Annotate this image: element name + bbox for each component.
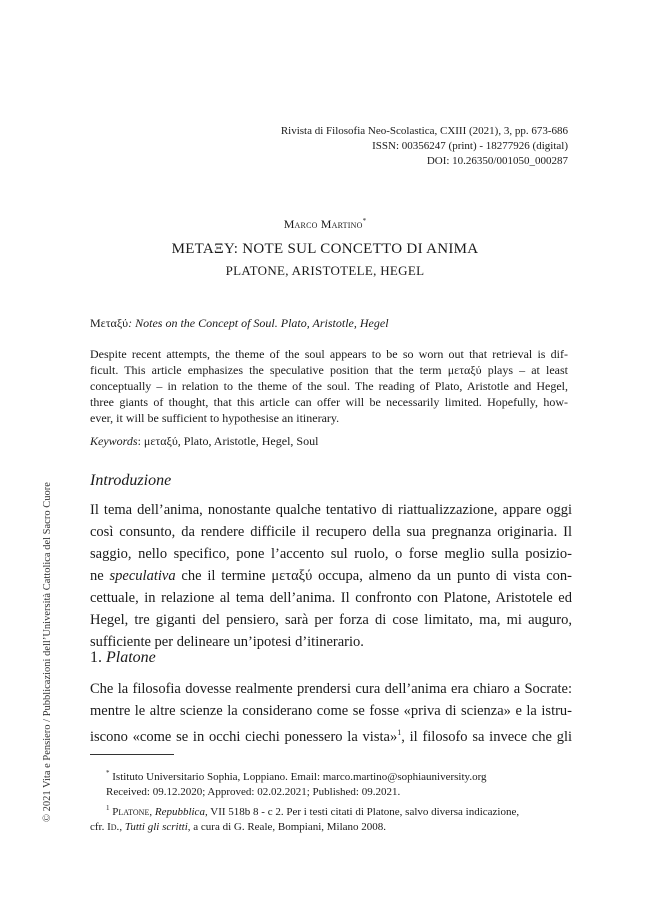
ibid-abbreviation: Id. — [107, 821, 120, 833]
footnote-text: , VII 518b 8 - c 2. Per i testi citati di Platone, salvo diversa indicazione, — [204, 806, 520, 818]
footnote-text: , a cura di G. Reale, Bompiani, Milano 2008. — [187, 821, 387, 833]
body-line: così consunto, da rendere difficile il recupero della sua pregnanza originaria. Il — [90, 524, 572, 540]
journal-issn: ISSN: 00356247 (print) - 18277926 (digital) — [372, 140, 568, 152]
body-line: Il tema dell’anima, nonostante qualche tentativo di riattualizzazione, appare oggi — [90, 502, 572, 518]
journal-citation: Rivista di Filosofia Neo-Scolastica, CXIII (2021), 3, pp. 673-686 — [280, 125, 568, 137]
footnote-author — [90, 766, 572, 800]
footnote-marker: * — [106, 769, 110, 777]
article-title: ΜΕΤΑΞΥ: NOTE SUL CONCETTO DI ANIMA — [171, 241, 479, 257]
keywords-label: Keywords — [90, 434, 138, 448]
footnote-reference: 1 — [397, 728, 402, 737]
footnote-1 — [90, 801, 572, 835]
body-line: saggio, nello specifico, pone l’accento sul ruolo, o forse meglio sulla posizio- — [90, 546, 572, 562]
body-line: Che la filosofia dovesse realmente prendersi cura dell’anima era chiaro a Socrate: — [90, 681, 572, 697]
cited-author: Platone — [112, 806, 150, 818]
body-text: iscono «come se in occhi ciechi ponessero la vista» — [90, 729, 398, 745]
author-name — [0, 217, 650, 232]
keywords — [90, 434, 318, 449]
intro-heading: Introduzione — [90, 472, 172, 489]
footnote-line: Received: 09.12.2020; Approved: 02.02.2021; Published: 09.2021. — [106, 786, 401, 798]
section-paragraph — [90, 678, 572, 748]
footnote-text: cfr. — [90, 821, 108, 833]
body-line — [90, 722, 572, 748]
intro-paragraph — [90, 499, 572, 653]
cited-work: Tutti gli scritti — [124, 821, 188, 833]
footnote-line — [90, 766, 572, 785]
section-number: 1. — [90, 649, 106, 666]
body-line — [90, 565, 572, 587]
body-line: mentre le altre scienze la considerano come se fosse «priva di scienza» e la istru- — [90, 703, 572, 719]
abstract — [90, 346, 568, 426]
english-title-greek: Μεταξύ — [90, 316, 129, 330]
body-line: sufficiente per delineare un’ipotesi d’itinerario. — [90, 634, 364, 650]
author-name-text: Marco Martino — [283, 217, 363, 231]
journal-doi: DOI: 10.26350/001050_000287 — [426, 155, 568, 167]
body-line: cettuale, in relazione al tema dell’anima. Il confronto con Platone, Aristotele ed — [90, 590, 572, 606]
abstract-line: Despite recent attempts, the theme of the soul appears to be so worn out that retrieval is dif- — [90, 347, 568, 361]
copyright-notice: © 2021 Vita e Pensiero / Pubblicazioni dell’Università Cattolica del Sacro Cuore — [42, 482, 53, 822]
body-text: ne — [90, 568, 110, 584]
author-footnote-marker: * — [362, 217, 367, 225]
journal-info — [281, 124, 568, 169]
keywords-values: : μεταξύ, Plato, Aristotle, Hegel, Soul — [137, 434, 319, 448]
article-subtitle: PLATONE, ARISTOTELE, HEGEL — [225, 263, 425, 278]
abstract-line: ever, it will be sufficient to hypothesise an itinerary. — [90, 411, 340, 425]
footnote-marker: 1 — [106, 804, 110, 812]
english-title — [90, 316, 389, 331]
abstract-line: ficult. This article emphasizes the speculative position that the term μεταξύ plays – at least — [90, 363, 568, 377]
cited-work: Repubblica — [154, 806, 205, 818]
footnote-line — [90, 820, 572, 835]
abstract-line: three giants of thought, that this article can offer will be necessarily limited. Hopefully, how- — [90, 395, 568, 409]
footnote-divider — [90, 754, 174, 755]
section-title: Platone — [106, 649, 156, 666]
body-text: , il filosofo sa invece che gli — [401, 729, 573, 745]
english-title-rest: : Notes on the Concept of Soul. Plato, Aristotle, Hegel — [128, 316, 389, 330]
footnote-text: Istituto Universitario Sophia, Loppiano. Email: marco.martino@sophiauniversity.org — [109, 771, 487, 783]
footnote-text: , — [119, 821, 125, 833]
section-heading — [90, 649, 156, 667]
footnote-line: $^1$ Platone, Repubblica, VII 518b 8 - c 2. Per i testi citati di Platone, salvo diversa indicazione, — [106, 804, 520, 818]
body-line: Hegel, tre giganti del pensiero, sarà per forza di cose limitato, ma, mi auguro, — [90, 612, 572, 628]
body-text: che il termine μεταξύ occupa, almeno da un punto di vista con- — [175, 568, 573, 584]
abstract-line: conceptually – in relation to the theme of the soul. The reading of Plato, Aristotle and Hegel, — [90, 379, 568, 393]
italic-term: speculativa — [109, 568, 176, 584]
